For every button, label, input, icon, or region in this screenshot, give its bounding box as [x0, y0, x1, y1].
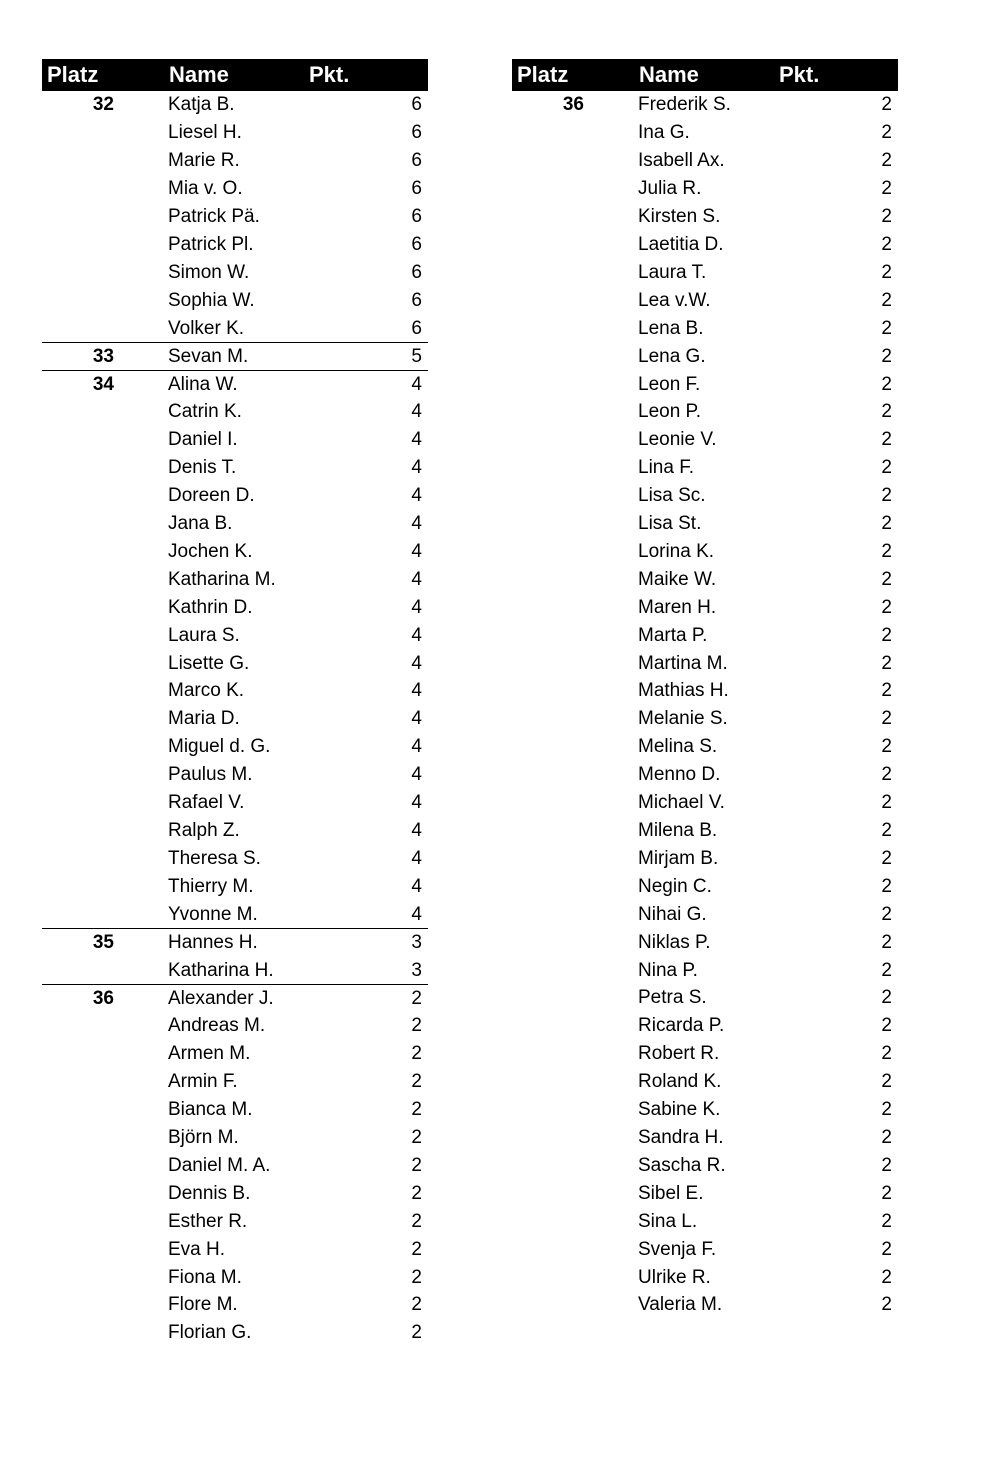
name-cell: Jana B. — [168, 513, 233, 535]
points-cell: 2 — [881, 429, 892, 451]
name-cell: Maria D. — [168, 708, 240, 730]
name-cell: Doreen D. — [168, 485, 255, 507]
points-cell: 2 — [881, 1238, 892, 1260]
points-cell: 2 — [881, 680, 892, 702]
points-cell: 2 — [881, 1015, 892, 1037]
name-cell: Melanie S. — [638, 708, 728, 730]
table-row — [512, 1124, 898, 1152]
table-row — [42, 1319, 428, 1347]
table-row — [42, 342, 428, 370]
points-cell: 2 — [411, 1294, 422, 1316]
name-cell: Lena B. — [638, 317, 704, 339]
name-cell: Lena G. — [638, 345, 706, 367]
table-row — [42, 565, 428, 593]
table-row — [42, 175, 428, 203]
name-cell: Lorina K. — [638, 540, 715, 562]
name-cell: Katharina H. — [168, 959, 274, 981]
points-cell: 2 — [881, 652, 892, 674]
points-cell: 2 — [881, 1154, 892, 1176]
name-cell: Katharina M. — [168, 568, 276, 590]
table-row — [42, 817, 428, 845]
points-cell: 2 — [881, 150, 892, 172]
points-cell: 2 — [411, 1210, 422, 1232]
points-cell: 2 — [411, 1266, 422, 1288]
points-cell: 4 — [411, 457, 422, 479]
table-row — [42, 761, 428, 789]
points-cell: 2 — [411, 1015, 422, 1037]
name-cell: Laetitia D. — [638, 233, 724, 255]
name-cell: Dennis B. — [168, 1182, 251, 1204]
name-cell: Leonie V. — [638, 429, 717, 451]
name-cell: Maren H. — [638, 596, 717, 618]
points-cell: 2 — [411, 1043, 422, 1065]
name-cell: Thierry M. — [168, 875, 254, 897]
name-cell: Lisa Sc. — [638, 485, 706, 507]
name-cell: Leon F. — [638, 373, 701, 395]
points-cell: 2 — [881, 178, 892, 200]
name-cell: Miguel d. G. — [168, 736, 271, 758]
name-cell: Ricarda P. — [638, 1015, 725, 1037]
points-cell: 2 — [881, 1043, 892, 1065]
points-cell: 4 — [411, 540, 422, 562]
name-cell: Ina G. — [638, 122, 690, 144]
points-cell: 2 — [881, 485, 892, 507]
table-row — [512, 398, 898, 426]
name-cell: Alina W. — [168, 374, 238, 396]
name-cell: Rafael V. — [168, 792, 245, 814]
points-cell: 2 — [881, 122, 892, 144]
points-cell: 6 — [411, 94, 422, 116]
name-cell: Ralph Z. — [168, 820, 240, 842]
table-row — [512, 370, 898, 398]
points-cell: 2 — [881, 457, 892, 479]
points-cell: 4 — [411, 624, 422, 646]
points-cell: 2 — [881, 820, 892, 842]
name-cell: Denis T. — [168, 457, 237, 479]
points-cell: 2 — [881, 1182, 892, 1204]
table-row — [42, 91, 428, 119]
table-row — [42, 705, 428, 733]
points-cell: 2 — [881, 206, 892, 228]
table-row — [42, 677, 428, 705]
table-row — [512, 147, 898, 175]
name-cell: Sabine K. — [638, 1099, 721, 1121]
name-cell: Yvonne M. — [168, 903, 258, 925]
points-cell: 2 — [411, 1071, 422, 1093]
table-row — [512, 258, 898, 286]
name-cell: Sibel E. — [638, 1182, 704, 1204]
header-name: Name — [639, 62, 699, 87]
points-cell: 4 — [411, 680, 422, 702]
table-row — [42, 956, 428, 984]
table-row — [42, 1235, 428, 1263]
points-cell: 4 — [411, 792, 422, 814]
table-row — [512, 342, 898, 370]
ranking-table-right — [512, 59, 898, 1319]
table-row — [512, 119, 898, 147]
points-cell: 2 — [881, 624, 892, 646]
points-cell: 2 — [881, 289, 892, 311]
points-cell: 2 — [881, 987, 892, 1009]
points-cell: 2 — [881, 94, 892, 116]
table-row — [42, 1207, 428, 1235]
table-row — [42, 844, 428, 872]
table-row — [42, 1291, 428, 1319]
rank-cell: 33 — [92, 346, 114, 368]
table-row — [42, 872, 428, 900]
table-row — [42, 203, 428, 231]
table-row — [512, 1068, 898, 1096]
table-row — [42, 538, 428, 566]
points-cell: 2 — [411, 1099, 422, 1121]
points-cell: 2 — [881, 401, 892, 423]
header-name: Name — [169, 62, 229, 87]
name-cell: Eva H. — [168, 1238, 226, 1260]
table-row — [512, 789, 898, 817]
name-cell: Milena B. — [638, 820, 718, 842]
table-row — [42, 733, 428, 761]
table-row — [42, 370, 428, 398]
points-cell: 2 — [881, 233, 892, 255]
name-cell: Kathrin D. — [168, 596, 253, 618]
table-row — [42, 1124, 428, 1152]
points-cell: 2 — [881, 1126, 892, 1148]
points-cell: 2 — [881, 317, 892, 339]
name-cell: Melina S. — [638, 736, 718, 758]
name-cell: Flore M. — [168, 1294, 238, 1316]
table-row — [512, 872, 898, 900]
table-row — [512, 565, 898, 593]
table-row — [512, 1207, 898, 1235]
points-cell: 2 — [881, 959, 892, 981]
name-cell: Jochen K. — [168, 540, 253, 562]
name-cell: Laura T. — [638, 261, 707, 283]
points-cell: 6 — [411, 150, 422, 172]
table-row — [512, 482, 898, 510]
table-row — [512, 426, 898, 454]
table-row — [512, 593, 898, 621]
name-cell: Mirjam B. — [638, 847, 719, 869]
table-row — [42, 789, 428, 817]
table-header — [512, 59, 898, 91]
name-cell: Patrick Pl. — [168, 233, 254, 255]
table-row — [512, 956, 898, 984]
points-cell: 4 — [411, 374, 422, 396]
table-row — [512, 1263, 898, 1291]
rank-cell: 34 — [92, 374, 114, 396]
table-row — [42, 1012, 428, 1040]
points-cell: 2 — [411, 1182, 422, 1204]
name-cell: Nina P. — [638, 959, 698, 981]
name-cell: Kirsten S. — [638, 206, 721, 228]
table-row — [512, 677, 898, 705]
name-cell: Liesel H. — [168, 122, 242, 144]
table-row — [512, 314, 898, 342]
points-cell: 2 — [411, 987, 422, 1009]
name-cell: Leon P. — [638, 401, 702, 423]
header-pkt: Pkt. — [779, 62, 820, 87]
name-cell: Esther R. — [168, 1210, 248, 1232]
name-cell: Lisa St. — [638, 513, 702, 535]
table-row — [42, 119, 428, 147]
table-row — [512, 733, 898, 761]
table-row — [512, 203, 898, 231]
table-row — [512, 91, 898, 119]
name-cell: Marco K. — [168, 680, 245, 702]
points-cell: 2 — [881, 764, 892, 786]
name-cell: Lisette G. — [168, 652, 250, 674]
points-cell: 2 — [881, 1294, 892, 1316]
points-cell: 2 — [881, 345, 892, 367]
name-cell: Sophia W. — [168, 289, 255, 311]
points-cell: 2 — [881, 736, 892, 758]
name-cell: Volker K. — [168, 317, 245, 339]
points-cell: 6 — [411, 289, 422, 311]
name-cell: Martina M. — [638, 652, 728, 674]
name-cell: Hannes H. — [168, 932, 258, 954]
name-cell: Isabell Ax. — [638, 150, 725, 172]
points-cell: 2 — [881, 568, 892, 590]
table-row — [42, 1068, 428, 1096]
points-cell: 6 — [411, 233, 422, 255]
points-cell: 4 — [411, 736, 422, 758]
table-body — [512, 91, 898, 1319]
points-cell: 4 — [411, 485, 422, 507]
table-row — [512, 1096, 898, 1124]
table-row — [42, 984, 428, 1012]
name-cell: Nihai G. — [638, 903, 707, 925]
table-row — [42, 314, 428, 342]
points-cell: 2 — [881, 1099, 892, 1121]
name-cell: Armen M. — [168, 1043, 251, 1065]
name-cell: Alexander J. — [168, 987, 274, 1009]
name-cell: Sevan M. — [168, 346, 249, 368]
points-cell: 2 — [881, 708, 892, 730]
name-cell: Ulrike R. — [638, 1266, 711, 1288]
table-row — [42, 1263, 428, 1291]
name-cell: Michael V. — [638, 792, 725, 814]
table-row — [512, 1151, 898, 1179]
points-cell: 2 — [881, 931, 892, 953]
name-cell: Valeria M. — [638, 1294, 723, 1316]
table-row — [42, 928, 428, 956]
rank-cell: 35 — [92, 932, 114, 954]
table-row — [42, 147, 428, 175]
points-cell: 2 — [881, 1071, 892, 1093]
table-row — [42, 398, 428, 426]
points-cell: 2 — [411, 1154, 422, 1176]
name-cell: Roland K. — [638, 1071, 722, 1093]
name-cell: Menno D. — [638, 764, 721, 786]
table-row — [512, 231, 898, 259]
points-cell: 4 — [411, 401, 422, 423]
points-cell: 2 — [881, 875, 892, 897]
points-cell: 6 — [411, 261, 422, 283]
table-row — [42, 510, 428, 538]
table-row — [42, 1040, 428, 1068]
name-cell: Katja B. — [168, 94, 235, 116]
points-cell: 6 — [411, 178, 422, 200]
name-cell: Fiona M. — [168, 1266, 242, 1288]
points-cell: 2 — [881, 1266, 892, 1288]
points-cell: 2 — [411, 1322, 422, 1344]
table-row — [512, 621, 898, 649]
name-cell: Svenja F. — [638, 1238, 717, 1260]
points-cell: 3 — [411, 932, 422, 954]
name-cell: Mia v. O. — [168, 178, 243, 200]
table-row — [512, 1179, 898, 1207]
header-platz: Platz — [47, 62, 99, 87]
points-cell: 4 — [411, 652, 422, 674]
points-cell: 4 — [411, 875, 422, 897]
table-row — [512, 844, 898, 872]
table-row — [512, 286, 898, 314]
table-row — [512, 984, 898, 1012]
table-row — [42, 454, 428, 482]
points-cell: 5 — [411, 346, 422, 368]
rank-cell: 36 — [92, 987, 114, 1009]
table-row — [42, 482, 428, 510]
points-cell: 4 — [411, 847, 422, 869]
name-cell: Theresa S. — [168, 847, 261, 869]
header-pkt: Pkt. — [309, 62, 350, 87]
table-row — [512, 649, 898, 677]
name-cell: Patrick Pä. — [168, 206, 260, 228]
name-cell: Paulus M. — [168, 764, 253, 786]
table-row — [42, 593, 428, 621]
name-cell: Mathias H. — [638, 680, 729, 702]
name-cell: Daniel M. A. — [168, 1154, 271, 1176]
table-row — [512, 538, 898, 566]
table-row — [512, 454, 898, 482]
points-cell: 6 — [411, 122, 422, 144]
rank-cell: 36 — [562, 94, 584, 116]
name-cell: Julia R. — [638, 178, 702, 200]
table-row — [42, 649, 428, 677]
points-cell: 2 — [881, 903, 892, 925]
table-row — [512, 761, 898, 789]
points-cell: 2 — [881, 1210, 892, 1232]
points-cell: 4 — [411, 429, 422, 451]
points-cell: 2 — [881, 792, 892, 814]
table-row — [42, 1179, 428, 1207]
table-row — [42, 900, 428, 928]
table-row — [512, 1040, 898, 1068]
table-row — [512, 817, 898, 845]
points-cell: 6 — [411, 206, 422, 228]
header-platz: Platz — [517, 62, 569, 87]
rank-cell: 32 — [92, 94, 114, 116]
points-cell: 4 — [411, 513, 422, 535]
name-cell: Sascha R. — [638, 1154, 726, 1176]
name-cell: Marta P. — [638, 624, 708, 646]
ranking-table-left — [42, 59, 428, 1347]
name-cell: Daniel I. — [168, 429, 238, 451]
table-row — [42, 621, 428, 649]
points-cell: 2 — [881, 847, 892, 869]
name-cell: Marie R. — [168, 150, 240, 172]
points-cell: 2 — [881, 261, 892, 283]
name-cell: Lina F. — [638, 457, 694, 479]
name-cell: Armin F. — [168, 1071, 238, 1093]
table-body — [42, 91, 428, 1347]
points-cell: 4 — [411, 568, 422, 590]
name-cell: Sandra H. — [638, 1126, 724, 1148]
points-cell: 2 — [881, 596, 892, 618]
points-cell: 2 — [411, 1126, 422, 1148]
name-cell: Negin C. — [638, 875, 712, 897]
table-row — [512, 928, 898, 956]
points-cell: 4 — [411, 903, 422, 925]
table-row — [512, 1012, 898, 1040]
table-row — [512, 510, 898, 538]
name-cell: Björn M. — [168, 1126, 239, 1148]
table-row — [42, 231, 428, 259]
name-cell: Niklas P. — [638, 931, 711, 953]
name-cell: Bianca M. — [168, 1099, 253, 1121]
name-cell: Catrin K. — [168, 401, 242, 423]
table-row — [512, 175, 898, 203]
name-cell: Sina L. — [638, 1210, 698, 1232]
points-cell: 4 — [411, 764, 422, 786]
table-row — [512, 900, 898, 928]
name-cell: Frederik S. — [638, 94, 731, 116]
table-row — [512, 705, 898, 733]
name-cell: Maike W. — [638, 568, 717, 590]
name-cell: Robert R. — [638, 1043, 720, 1065]
points-cell: 2 — [881, 373, 892, 395]
table-row — [512, 1291, 898, 1319]
points-cell: 2 — [411, 1238, 422, 1260]
table-header — [42, 59, 428, 91]
points-cell: 2 — [881, 513, 892, 535]
name-cell: Petra S. — [638, 987, 707, 1009]
table-row — [512, 1235, 898, 1263]
table-row — [42, 426, 428, 454]
points-cell: 4 — [411, 820, 422, 842]
points-cell: 4 — [411, 708, 422, 730]
table-row — [42, 1096, 428, 1124]
name-cell: Simon W. — [168, 261, 250, 283]
points-cell: 2 — [881, 540, 892, 562]
points-cell: 4 — [411, 596, 422, 618]
table-row — [42, 258, 428, 286]
name-cell: Andreas M. — [168, 1015, 266, 1037]
points-cell: 3 — [411, 959, 422, 981]
name-cell: Laura S. — [168, 624, 240, 646]
points-cell: 6 — [411, 317, 422, 339]
name-cell: Lea v.W. — [638, 289, 711, 311]
table-row — [42, 286, 428, 314]
name-cell: Florian G. — [168, 1322, 252, 1344]
table-row — [42, 1151, 428, 1179]
